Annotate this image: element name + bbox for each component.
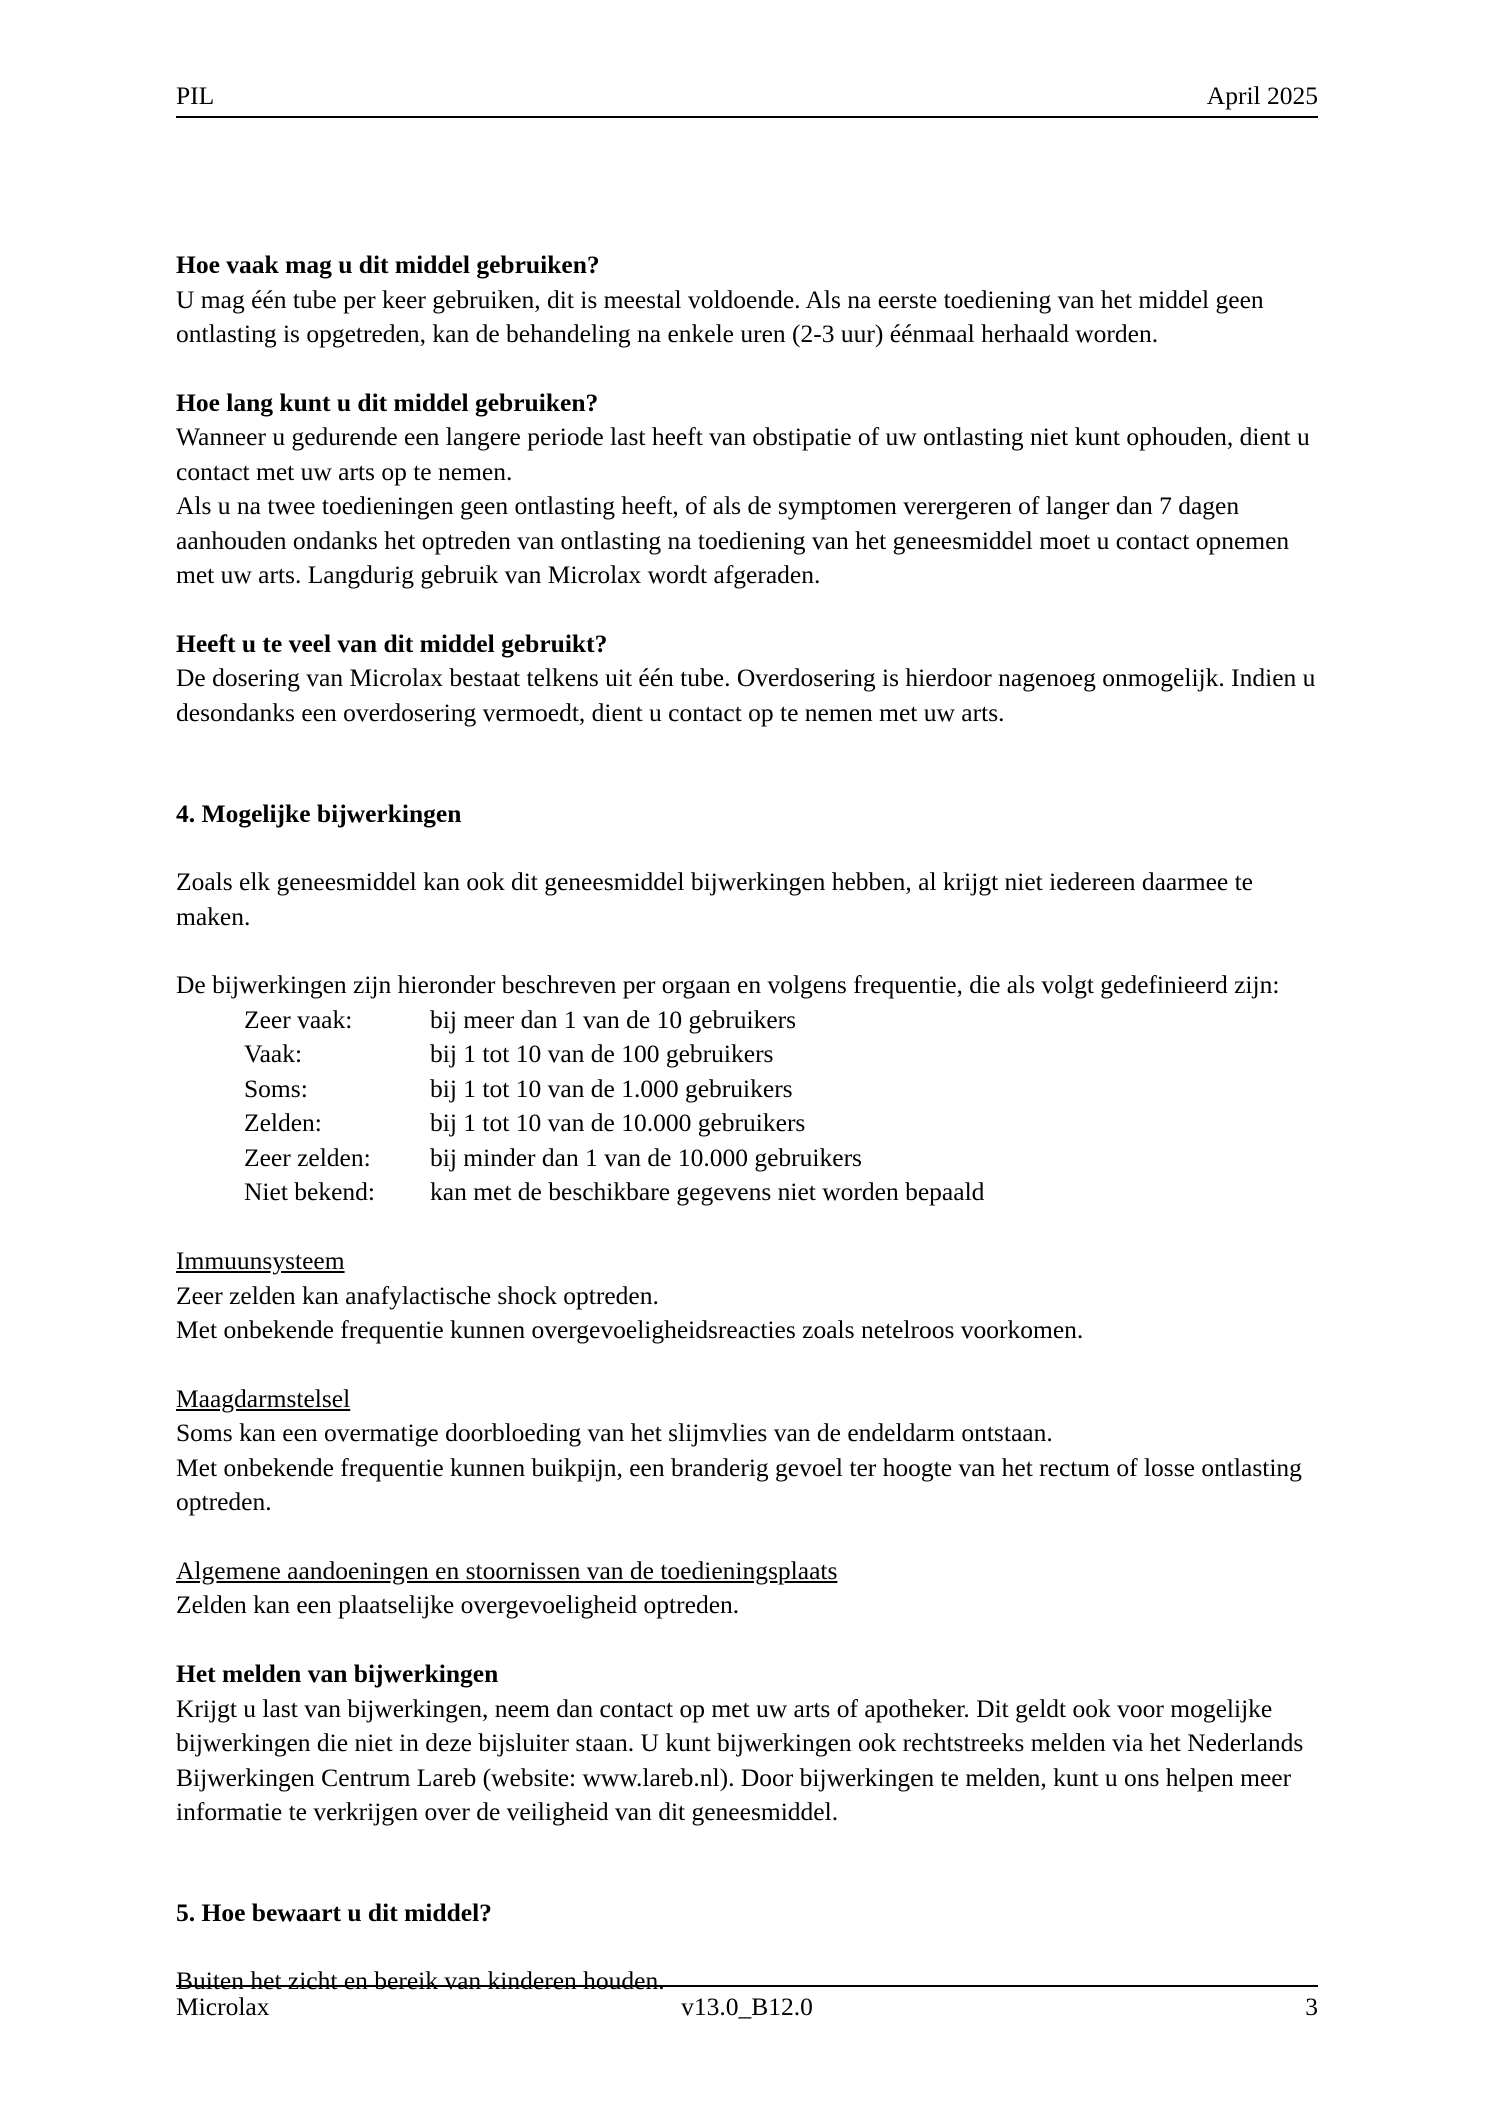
frequency-term: Vaak:: [244, 1039, 303, 1069]
document-body: [176, 248, 1321, 1999]
paragraph-section-5: Buiten het zicht en bereik van kinderen houden.: [176, 1966, 665, 1996]
spacer: [176, 1210, 1321, 1244]
frequency-term: Zelden:: [244, 1108, 322, 1138]
paragraph-section-4-intro: Zoals elk geneesmiddel kan ook dit geneesmiddel bijwerkingen hebben, al krijgt niet iedereen daarmee te maken.: [176, 867, 1253, 931]
heading-reporting-side-effects: Het melden van bijwerkingen: [176, 1658, 499, 1688]
organ-group-line-2: Met onbekende frequentie kunnen buikpijn, een branderig gevoel ter hoogte van het rectum of losse ontlasting optreden.: [176, 1452, 1302, 1517]
table-row: [244, 1175, 984, 1210]
paragraph-frequency-intro: De bijwerkingen zijn hieronder beschreven per orgaan en volgens frequentie, die als volgt gedefinieerd zijn:: [176, 970, 1280, 1000]
frequency-term: Zeer zelden:: [244, 1142, 371, 1172]
spacer: [176, 1520, 1321, 1554]
frequency-definition: kan met de beschikbare gegevens niet worden bepaald: [430, 1177, 985, 1207]
organ-group-line-1: Zeer zelden kan anafylactische shock optreden.: [176, 1280, 659, 1310]
heading-section-4: 4. Mogelijke bijwerkingen: [176, 798, 462, 828]
table-row: [244, 1072, 984, 1107]
organ-group-title-immuunsysteem: Immuunsysteem: [176, 1246, 345, 1276]
organ-group-title-algemene-aandoeningen: Algemene aandoeningen en stoornissen van de toedieningsplaats: [176, 1555, 838, 1585]
frequency-definition: bij 1 tot 10 van de 100 gebruikers: [430, 1039, 774, 1069]
frequency-definition: bij 1 tot 10 van de 1.000 gebruikers: [430, 1073, 793, 1103]
organ-group-title-maagdarmstelsel: Maagdarmstelsel: [176, 1383, 351, 1413]
spacer: [176, 1930, 1321, 1964]
table-row: [244, 1141, 984, 1176]
spacer: [176, 731, 1321, 797]
table-row: [244, 1037, 984, 1072]
frequency-definition: bij minder dan 1 van de 10.000 gebruikers: [430, 1142, 862, 1172]
frequency-definition: bij 1 tot 10 van de 10.000 gebruikers: [430, 1108, 806, 1138]
paragraph-how-often: U mag één tube per keer gebruiken, dit is meestal voldoende. Als na eerste toediening van het middel geen ontlasting is opgetreden, kan de behandeling na enkele uren (2-3 uur) éénmaal herhaald worden.: [176, 284, 1264, 349]
paragraph-how-long-1: Wanneer u gedurende een langere periode last heeft van obstipatie of uw ontlasting niet kunt ophouden, dient u contact met uw arts op te nemen.: [176, 422, 1310, 486]
heading-section-5: 5. Hoe bewaart u dit middel?: [176, 1897, 492, 1927]
spacer: [176, 352, 1321, 386]
organ-group-line-1: Soms kan een overmatige doorbloeding van het slijmvlies van de endeldarm ontstaan.: [176, 1418, 1053, 1448]
spacer: [176, 1623, 1321, 1657]
frequency-term: Niet bekend:: [244, 1177, 375, 1207]
paragraph-how-long-2: Als u na twee toedieningen geen ontlasting heeft, of als de symptomen verergeren of langer dan 7 dagen aanhouden ondanks het optreden van ontlasting na toediening van het geneesmiddel moet u contact opnemen met uw arts. Langdurig gebruik van Microlax wordt afgeraden.: [176, 491, 1290, 590]
heading-overdose: Heeft u te veel van dit middel gebruikt?: [176, 628, 608, 658]
footer-version: v13.0_B12.0: [681, 1992, 813, 2022]
footer-page-number: 3: [1305, 1992, 1318, 2022]
organ-group-line-2: Met onbekende frequentie kunnen overgevoeligheidsreacties zoals netelroos voorkomen.: [176, 1315, 1084, 1345]
table-row: [244, 1106, 984, 1141]
spacer: [176, 831, 1321, 865]
header-document-type: PIL: [176, 81, 215, 110]
frequency-definition-table: [244, 1003, 984, 1210]
table-row: [244, 1003, 984, 1038]
spacer: [176, 934, 1321, 968]
heading-how-often: Hoe vaak mag u dit middel gebruiken?: [176, 250, 600, 279]
page-header: [176, 82, 1318, 118]
page-footer: [176, 1985, 1318, 2022]
paragraph-overdose: De dosering van Microlax bestaat telkens uit één tube. Overdosering is hierdoor nagenoeg onmogelijk. Indien u desondanks een overdosering vermoedt, dient u contact op te nemen met uw arts.: [176, 663, 1316, 728]
header-date: April 2025: [1206, 81, 1318, 110]
spacer: [176, 593, 1321, 627]
paragraph-reporting-side-effects: Krijgt u last van bijwerkingen, neem dan contact op met uw arts of apotheker. Dit geldt ook voor mogelijke bijwerkingen die niet in deze bijsluiter staan. U kunt bijwerkingen ook rechtstreeks melden via het Nederlands Bijwerkingen Centrum Lareb (website: www.lareb.nl). Door bijwerkingen te melden, kunt u ons helpen meer informatie te verkrijgen over de veiligheid van dit geneesmiddel.: [176, 1693, 1304, 1827]
organ-group-line-1: Zelden kan een plaatselijke overgevoeligheid optreden.: [176, 1590, 740, 1620]
frequency-term: Zeer vaak:: [244, 1004, 353, 1034]
heading-how-long: Hoe lang kunt u dit middel gebruiken?: [176, 387, 599, 417]
spacer: [176, 1348, 1321, 1382]
spacer: [176, 1830, 1321, 1896]
footer-product-name: Microlax: [176, 1992, 270, 2022]
frequency-term: Soms:: [244, 1073, 308, 1103]
footer-row: [176, 1993, 1318, 2022]
frequency-definition: bij meer dan 1 van de 10 gebruikers: [430, 1004, 797, 1034]
